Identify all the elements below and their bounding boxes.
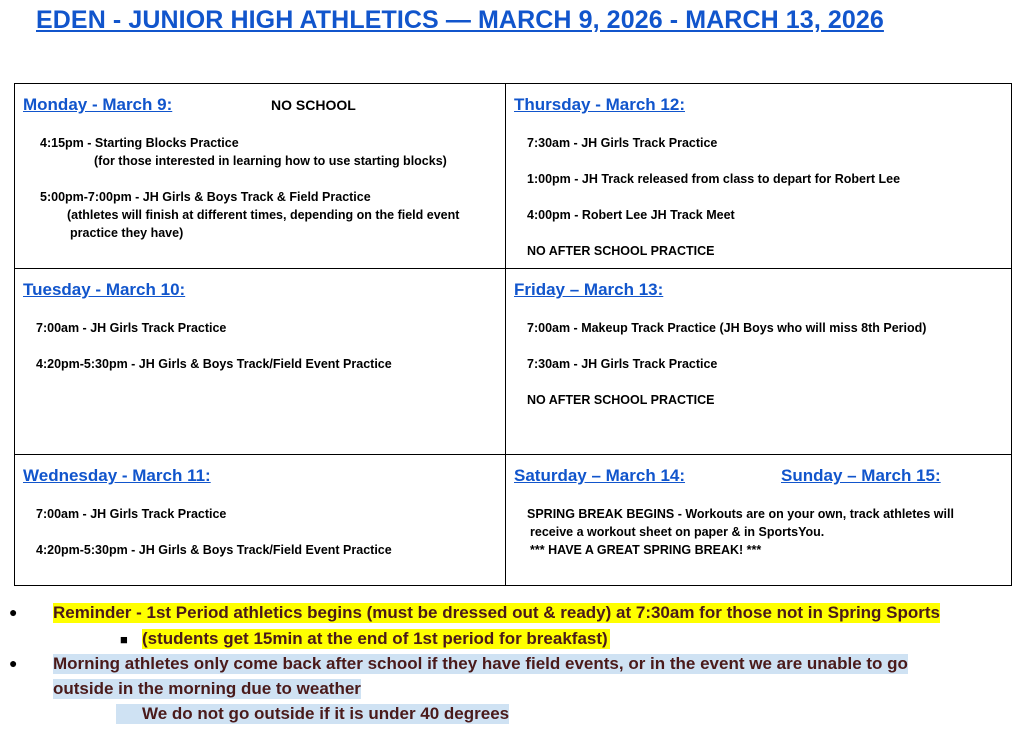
weekend-line-1: SPRING BREAK BEGINS - Workouts are on your own, track athletes will — [527, 507, 954, 521]
morning-note-line-1: Morning athletes only come back after school if they have field events, or in the event we are unable to go — [53, 654, 908, 673]
tuesday-line-1: 7:00am - JH Girls Track Practice — [36, 321, 227, 335]
friday-heading: Friday – March 13: — [514, 280, 664, 299]
no-school-note: NO SCHOOL — [271, 97, 356, 113]
friday-line-2: 7:30am - JH Girls Track Practice — [527, 357, 718, 371]
monday-line-1: 4:15pm - Starting Blocks Practice — [40, 136, 239, 150]
thursday-cell — [506, 84, 1012, 269]
square-bullet: ■ — [120, 632, 128, 647]
tuesday-line-2: 4:20pm-5:30pm - JH Girls & Boys Track/Field Event Practice — [36, 357, 392, 371]
thursday-line-4: NO AFTER SCHOOL PRACTICE — [527, 244, 715, 258]
page-title: EDEN - JUNIOR HIGH ATHLETICS — MARCH 9, 2026 - MARCH 13, 2026 — [36, 6, 884, 34]
saturday-heading: Saturday – March 14: — [514, 466, 686, 485]
wednesday-line-2: 4:20pm-5:30pm - JH Girls & Boys Track/Field Event Practice — [36, 543, 392, 557]
bullet-dot: ● — [9, 655, 18, 671]
schedule-table — [14, 83, 1012, 586]
temperature-note: We do not go outside if it is under 40 degrees — [116, 704, 509, 724]
friday-line-1: 7:00am - Makeup Track Practice (JH Boys who will miss 8th Period) — [527, 321, 927, 335]
breakfast-note: (students get 15min at the end of 1st period for breakfast) — [142, 629, 608, 648]
monday-line-4: (athletes will finish at different times, depending on the field event — [67, 208, 460, 222]
tuesday-heading: Tuesday - March 10: — [23, 280, 186, 299]
friday-cell — [506, 269, 1012, 455]
friday-line-3: NO AFTER SCHOOL PRACTICE — [527, 393, 715, 407]
bullet-dot: ● — [9, 604, 18, 620]
thursday-line-1: 7:30am - JH Girls Track Practice — [527, 136, 718, 150]
monday-cell — [15, 84, 506, 269]
sunday-heading: Sunday – March 15: — [781, 466, 941, 485]
monday-heading: Monday - March 9: — [23, 95, 173, 114]
wednesday-cell — [15, 455, 506, 586]
thursday-line-3: 4:00pm - Robert Lee JH Track Meet — [527, 208, 735, 222]
monday-line-5: practice they have) — [70, 226, 184, 240]
weekend-line-2: receive a workout sheet on paper & in SportsYou. — [530, 525, 825, 539]
monday-line-2: (for those interested in learning how to use starting blocks) — [94, 154, 447, 168]
weekend-line-3: *** HAVE A GREAT SPRING BREAK! *** — [530, 543, 762, 557]
monday-line-3: 5:00pm-7:00pm - JH Girls & Boys Track & Field Practice — [40, 190, 371, 204]
thursday-heading: Thursday - March 12: — [514, 95, 685, 114]
thursday-line-2: 1:00pm - JH Track released from class to depart for Robert Lee — [527, 172, 901, 186]
tuesday-cell — [15, 269, 506, 455]
morning-note-line-2: outside in the morning due to weather — [53, 679, 361, 698]
wednesday-line-1: 7:00am - JH Girls Track Practice — [36, 507, 227, 521]
wednesday-heading: Wednesday - March 11: — [23, 466, 211, 485]
reminder-note: Reminder - 1st Period athletics begins (must be dressed out & ready) at 7:30am for those not in Spring Sports — [53, 603, 941, 622]
weekend-cell — [506, 455, 1012, 586]
